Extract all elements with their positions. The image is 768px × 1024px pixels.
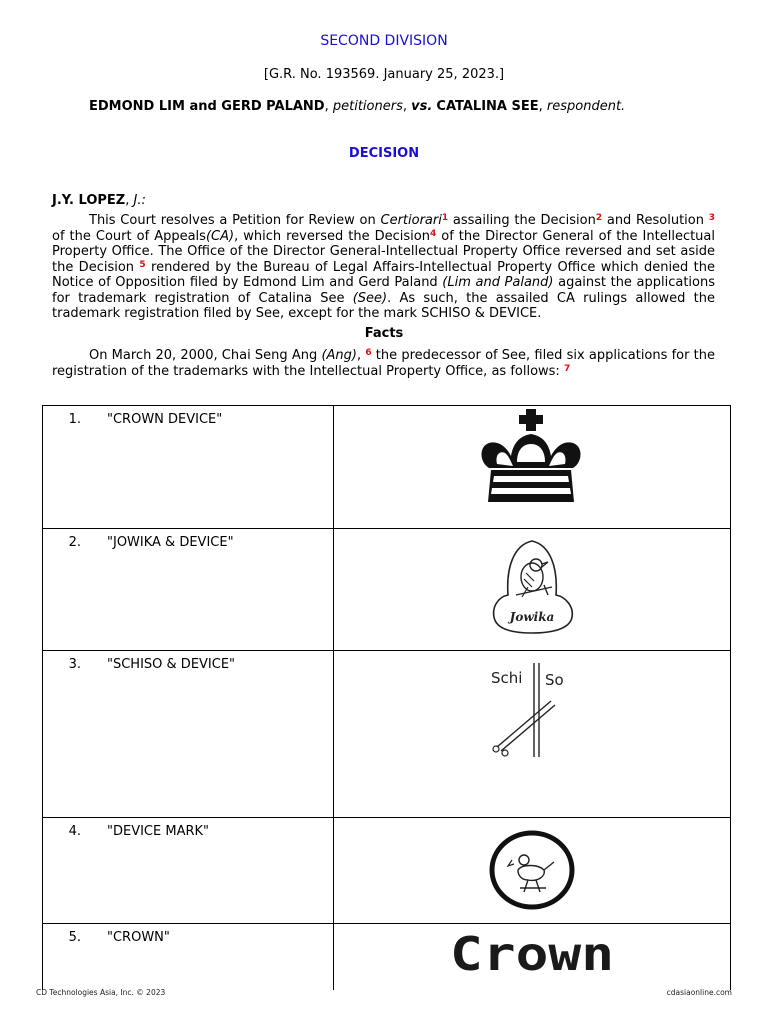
text-run: (CA) xyxy=(205,228,235,244)
table-cell xyxy=(334,651,731,818)
text-run: and Resolution xyxy=(602,213,709,228)
text-run: of the Court of Appeals xyxy=(52,228,206,244)
footer-site[interactable]: cdasiaonline.com xyxy=(666,988,732,997)
crown-wordmark-icon xyxy=(447,928,617,978)
jowika-bird-icon xyxy=(486,537,578,637)
table-cell xyxy=(43,818,334,924)
text-run: against the applications for trademark registration of Catalina See xyxy=(52,275,716,306)
jowika-text: Jowika xyxy=(509,610,555,624)
petitioners-role: petitioners xyxy=(332,99,403,114)
respondent: CATALINA SEE xyxy=(436,99,539,114)
text-run: Certiorari xyxy=(380,213,442,228)
text-run: . As such, the assailed CA rulings allowed the trademark registration filed by See, except for the mark SCHISO & DEVICE. xyxy=(52,290,715,321)
text-run: This Court resolves a Petition for Review on xyxy=(89,213,381,228)
footnote-link-4[interactable]: 4 xyxy=(429,228,437,239)
intro-paragraph xyxy=(52,213,715,322)
row-number: 3. xyxy=(68,657,81,672)
so-text: So xyxy=(545,671,564,689)
footnote-link-1[interactable]: 1 xyxy=(441,213,449,223)
schi-text: Schi xyxy=(491,669,523,687)
table-row xyxy=(43,818,731,924)
ponente: J.Y. LOPEZ, J.: xyxy=(52,193,146,208)
footnote-link-6[interactable]: 6 xyxy=(365,348,372,358)
table-cell xyxy=(43,651,334,818)
text-run: (See) xyxy=(352,290,388,306)
table-row xyxy=(43,651,731,818)
bird-circle-icon xyxy=(488,830,576,910)
versus: vs. xyxy=(411,99,433,114)
crown-wordmark-text: Crown xyxy=(450,928,614,978)
gr-number: [G.R. No. 193569. January 25, 2023.] xyxy=(263,67,505,82)
case-parties: EDMOND LIM and GERD PALAND, petitioners, vs. CATALINA SEE, respondent. xyxy=(89,99,626,114)
text-run: On March 20, 2000, Chai Seng Ang xyxy=(89,348,322,363)
footer-copyright: CD Technologies Asia, Inc. © 2023 xyxy=(36,988,166,997)
table-cell xyxy=(334,406,731,529)
footnote-link-3[interactable]: 3 xyxy=(708,213,715,223)
respondent-role: respondent. xyxy=(546,99,626,114)
row-number: 1. xyxy=(68,412,81,427)
footnote-link-5[interactable]: 5 xyxy=(139,259,146,270)
row-number: 2. xyxy=(68,535,81,550)
schiso-chopsticks-icon xyxy=(487,661,577,765)
table-row xyxy=(43,406,731,529)
footnote-link-7[interactable]: 7 xyxy=(563,363,571,374)
text-run: of the Director General of the Intellectual Property Office. The Office of the Director General-Intellectual Property Office reversed and set aside the Decision xyxy=(52,228,716,275)
facts-paragraph xyxy=(52,348,715,379)
text-run: (Ang) xyxy=(321,348,357,363)
table-cell xyxy=(43,529,334,651)
table-cell xyxy=(43,406,334,529)
row-number: 4. xyxy=(68,824,81,839)
row-number: 5. xyxy=(68,930,81,945)
mark-name: "SCHISO & DEVICE" xyxy=(107,657,236,672)
division-label: SECOND DIVISION xyxy=(320,33,448,49)
table-cell xyxy=(334,529,731,651)
text-run: , which reversed the Decision xyxy=(234,228,430,244)
mark-name: "CROWN" xyxy=(107,930,170,945)
mark-name: "DEVICE MARK" xyxy=(107,824,210,839)
table-cell xyxy=(334,818,731,924)
table-row xyxy=(43,529,731,651)
facts-heading: Facts xyxy=(364,326,404,341)
text-run: assailing the Decision xyxy=(448,213,596,228)
crown-device-icon xyxy=(477,406,587,514)
mark-name: "JOWIKA & DEVICE" xyxy=(107,535,234,550)
text-run: the predecessor of See, filed six applications for the registration of the trademarks with the Intellectual Property Office, as follows: xyxy=(52,348,716,379)
ponente-title: J.: xyxy=(133,193,146,208)
text-run: rendered by the Bureau of Legal Affairs-Intellectual Property Office which denied the Notice of Opposition filed by Edmond Lim and Gerd Paland xyxy=(52,259,715,290)
decision-title: DECISION xyxy=(348,146,420,161)
footnote-link-2[interactable]: 2 xyxy=(595,213,603,223)
petitioners: EDMOND LIM and GERD PALAND xyxy=(89,99,325,114)
text-run: (Lim and Paland) xyxy=(442,275,554,290)
text-run: , xyxy=(356,348,366,363)
trademark-table xyxy=(42,405,731,1004)
ponente-name: J.Y. LOPEZ xyxy=(52,193,126,208)
mark-name: "CROWN DEVICE" xyxy=(107,412,223,427)
